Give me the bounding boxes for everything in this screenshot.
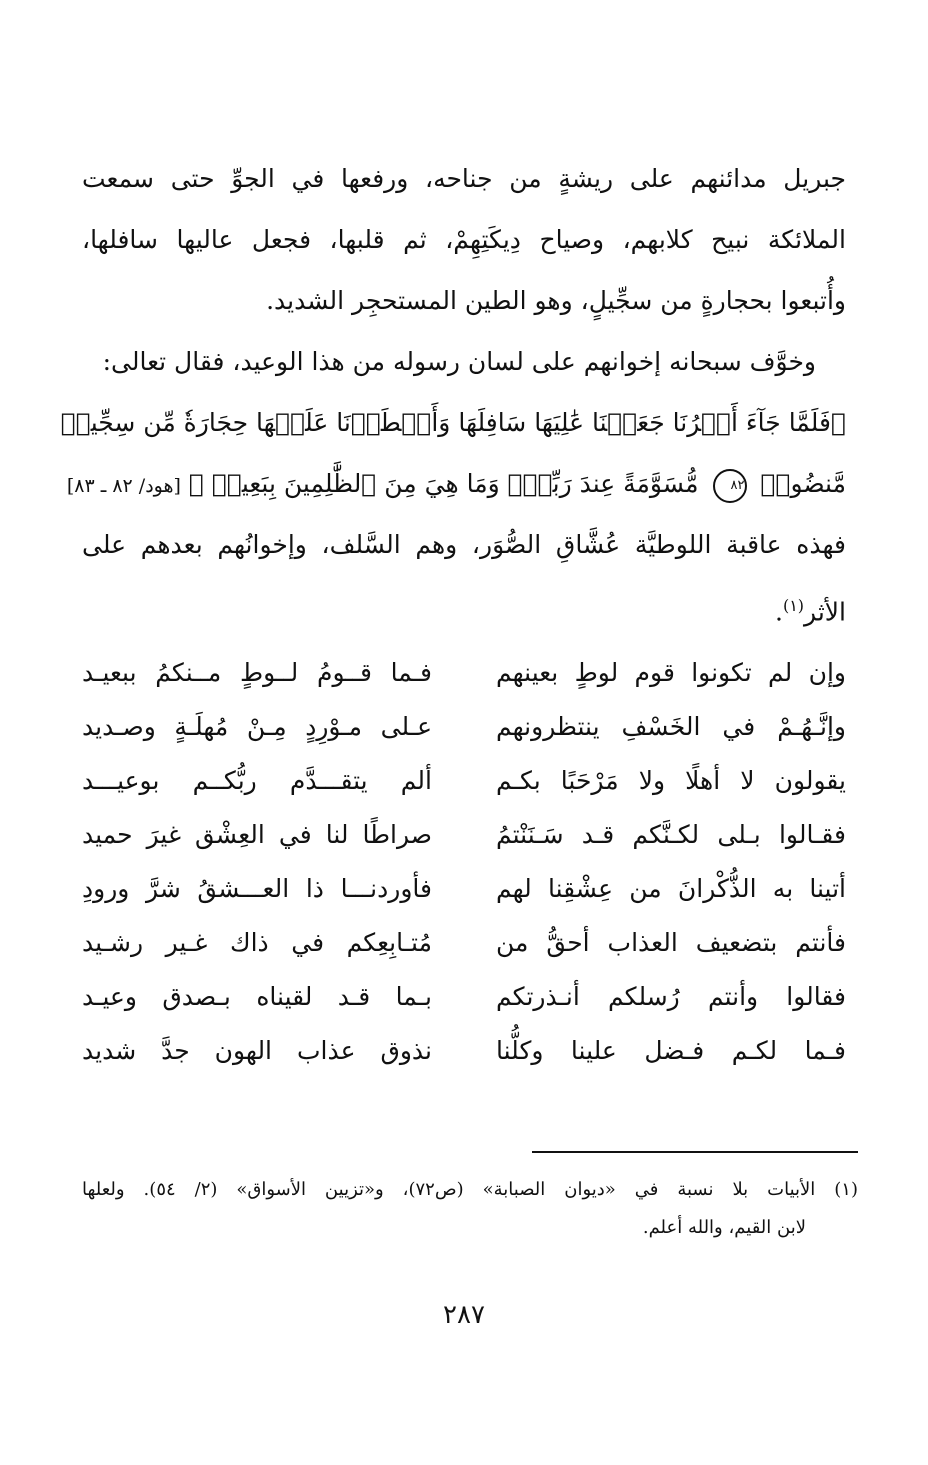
text-line: وأُتبعوا بحجارةٍ من سجِّيلٍ، وهو الطين المستحجِر الشديد.: [266, 286, 846, 315]
main-text: [60, 148, 846, 636]
poem: [82, 646, 846, 1078]
text-line: جبريل مدائنهم على ريشةٍ من جناحه، ورفعها في الجوِّ حتى سمعت: [82, 164, 846, 193]
first-hemistich: أتينا به الذُّكْرانَ من عِشْقِنا لهم: [496, 874, 846, 903]
second-hemistich: بـما قـد لقيناه بـصدق وعيـد: [82, 982, 432, 1011]
second-hemistich: فـما قــومُ لــوطٍ مــنكمُ ببعيـد: [82, 658, 432, 687]
second-hemistich: صراطًا لنا في العِشْق غيرَ حميد: [82, 820, 432, 849]
footnote-reference: (١): [782, 596, 805, 615]
first-hemistich: وإنَّـهُـمْ في الخَسْفِ ينتظرونهم: [496, 712, 846, 741]
second-hemistich: نذوق عذاب الهون جدَّ شديد: [82, 1036, 432, 1065]
second-hemistich: عـلى مـوْرِدٍ مِـنْ مُهلَـةٍ وصـديد: [82, 712, 432, 741]
text-line: [82, 575, 846, 636]
footnote-divider: [532, 1151, 858, 1153]
poem-verse: [82, 862, 846, 916]
poem-verse: [82, 916, 846, 970]
poem-verse: [82, 1024, 846, 1078]
second-hemistich: مُتـابِعِكم في ذاك غـير رشـيد: [82, 928, 432, 957]
second-hemistich: فأوردنـــا ذا العـــشقُ شرَّ ورودِ: [82, 874, 432, 903]
poem-verse: [82, 646, 846, 700]
quran-reference: [هود/ ٨٢ ـ ٨٣]: [66, 475, 181, 497]
quran-verse-text: مُّسَوَّمَةً عِندَ رَبِّكَۖ وَمَا هِيَ مِنَ ٱلظَّٰلِمِينَ بِبَعِيدٖ ﴾: [188, 469, 699, 498]
text-fragment: الأثر: [804, 597, 846, 627]
first-hemistich: فقـالوا بـلى لكـنَّكم قـد سَـنَنْتمُ: [496, 820, 846, 849]
footnote-text: الأبيات بلا نسبة في «ديوان الصبابة» (ص٧٢)، و«تزيين الأسواق» (٢/ ٥٤). ولعلها: [82, 1179, 816, 1200]
first-hemistich: فأنتم بتضعيف العذاب أحقُّ من: [496, 928, 846, 957]
quran-verse-line: [66, 453, 846, 514]
first-hemistich: فـما لكـم فـضل علينا وكلُّنا: [496, 1036, 846, 1065]
poem-verse: [82, 970, 846, 1024]
text-line: وخوَّف سبحانه إخوانهم على لسان رسوله من هذا الوعيد، فقال تعالى:: [102, 347, 816, 376]
first-hemistich: فقالوا وأنتم رُسلكم أنـذرتكم: [496, 982, 846, 1011]
footnote: [82, 1171, 858, 1247]
quran-verse-text: مَّنضُودٖ: [760, 469, 846, 498]
poem-verse: [82, 700, 846, 754]
first-hemistich: وإن لم تكونوا قوم لوطٍ بعينهم: [496, 658, 846, 687]
ayah-number-marker: ٨٢: [713, 469, 747, 503]
second-hemistich: ألم يتقـــدَّم ربُّكــم بوعيـــد: [82, 766, 432, 795]
quran-verse-line: ﴿فَلَمَّا جَآءَ أَمۡرُنَا جَعَلۡنَا عَٰلِيَهَا سَافِلَهَا وَأَمۡطَرۡنَا عَلَيۡهَا حِجَارَةٗ مِّن سِجِّيلٖ: [60, 408, 846, 437]
poem-verse: [82, 808, 846, 862]
footnote-number: (١): [834, 1179, 858, 1200]
text-fragment: .: [774, 597, 783, 627]
text-line: الملائكة نبيح كلابهم، وصياح دِيكَتِهِمْ، ثم قلبها، فجعل عاليها سافلها،: [82, 225, 846, 254]
poem-verse: [82, 754, 846, 808]
footnote-line: [82, 1171, 858, 1209]
first-hemistich: يقولون لا أهلًا ولا مَرْحَبًا بكـم: [496, 766, 846, 795]
text-line: فهذه عاقبة اللوطيَّة عُشَّاقِ الصُّوَر، وهم السَّلف، وإخوانُهم بعدهم على: [82, 530, 846, 559]
page-number: ٢٨٧: [443, 1300, 485, 1330]
footnote-line: لابن القيم، والله أعلم.: [642, 1217, 806, 1238]
